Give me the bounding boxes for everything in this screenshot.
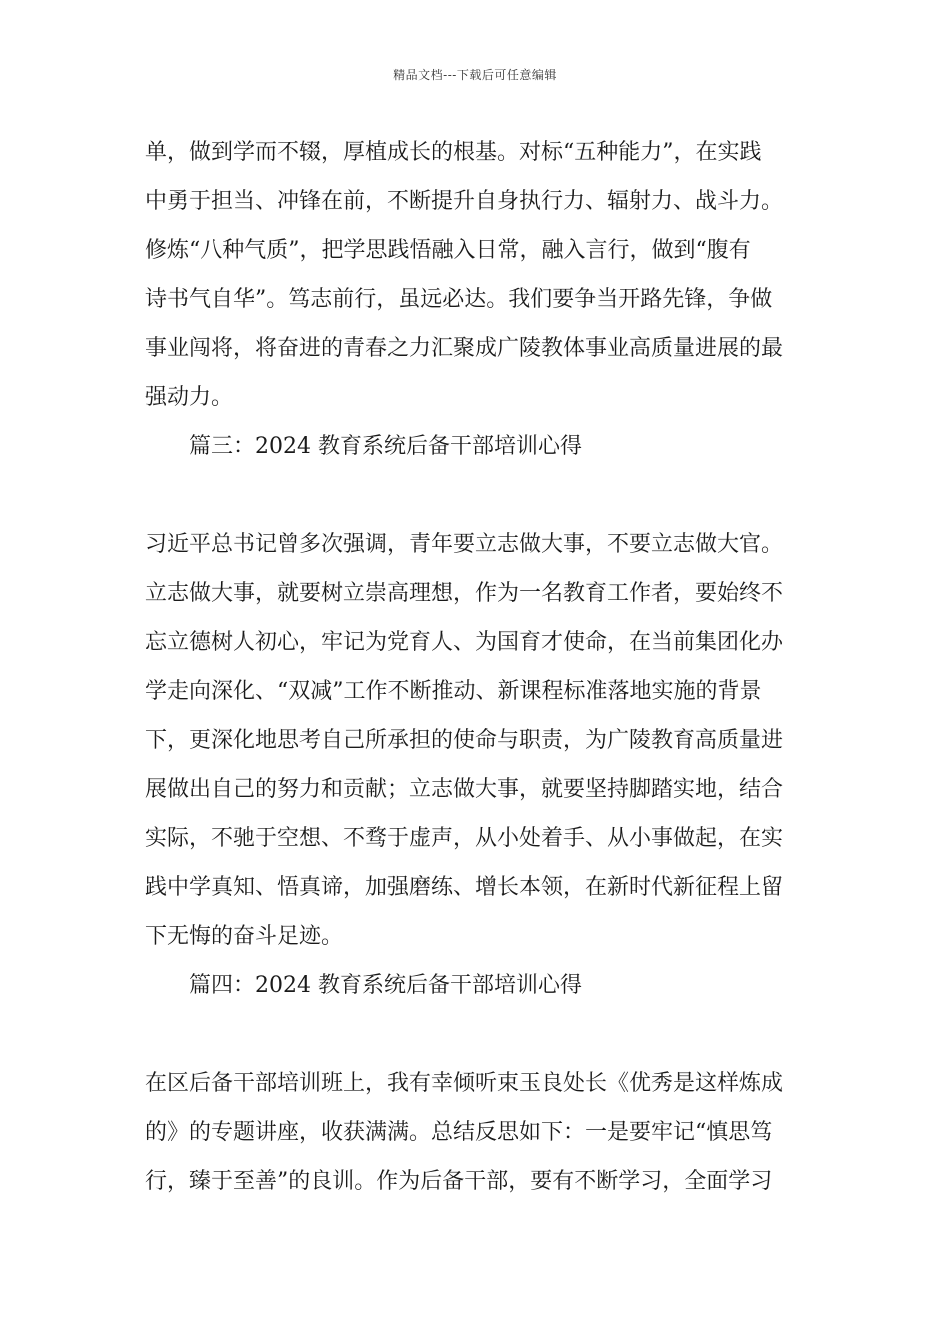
text-line: 实际，不驰于空想、不骛于虚声，从小处着手、从小事做起，在实	[145, 826, 784, 851]
text-line: 展做出自己的努力和贡献；立志做大事，就要坚持脚踏实地，结合	[145, 777, 784, 802]
blank-line	[145, 471, 810, 520]
text-line: 强动力。	[145, 385, 234, 410]
text-line: 践中学真知、悟真谛，加强磨练、增长本领，在新时代新征程上留	[145, 875, 784, 900]
text-line: 下，更深化地思考自己所承担的使命与职责，为广陵教育高质量进	[145, 728, 784, 753]
text-line: 修炼“八种气质”，把学思践悟融入日常，融入言行，做到“腹有	[145, 238, 751, 263]
section-4-heading: 篇四：2024 教育系统后备干部培训心得	[189, 973, 582, 998]
text-line: 下无悔的奋斗足迹。	[145, 924, 344, 949]
text-line: 单，做到学而不辍，厚植成长的根基。对标“五种能力”，在实践	[145, 140, 762, 165]
section-3-heading: 篇三：2024 教育系统后备干部培训心得	[189, 434, 582, 459]
text-line: 行，臻于至善”的良训。作为后备干部，要有不断学习，全面学习	[145, 1169, 773, 1194]
page-header: 精品文档---下载后可任意编辑	[393, 68, 557, 82]
section-4-paragraph	[145, 1059, 810, 1206]
text-line: 立志做大事，就要树立崇高理想，作为一名教育工作者，要始终不	[145, 581, 784, 606]
paragraph-continuation	[145, 128, 810, 422]
document-body	[145, 128, 810, 1206]
blank-line	[145, 1010, 810, 1059]
section-3-paragraph	[145, 520, 810, 961]
text-line: 在区后备干部培训班上，我有幸倾听束玉良处长《优秀是这样炼成	[145, 1071, 784, 1096]
text-line: 忘立德树人初心，牢记为党育人、为国育才使命，在当前集团化办	[145, 630, 784, 655]
text-line: 的》的专题讲座，收获满满。总结反思如下：一是要牢记“慎思笃	[145, 1120, 773, 1145]
text-line: 中勇于担当、冲锋在前，不断提升自身执行力、辐射力、战斗力。	[145, 189, 784, 214]
text-line: 诗书气自华”。笃志前行，虽远必达。我们要争当开路先锋，争做	[145, 287, 773, 312]
text-line: 学走向深化、“双减”工作不断推动、新课程标准落地实施的背景	[145, 679, 762, 704]
text-line: 习近平总书记曾多次强调，青年要立志做大事，不要立志做大官。	[145, 532, 784, 557]
text-line: 事业闯将，将奋进的青春之力汇聚成广陵教体事业高质量进展的最	[145, 336, 784, 361]
